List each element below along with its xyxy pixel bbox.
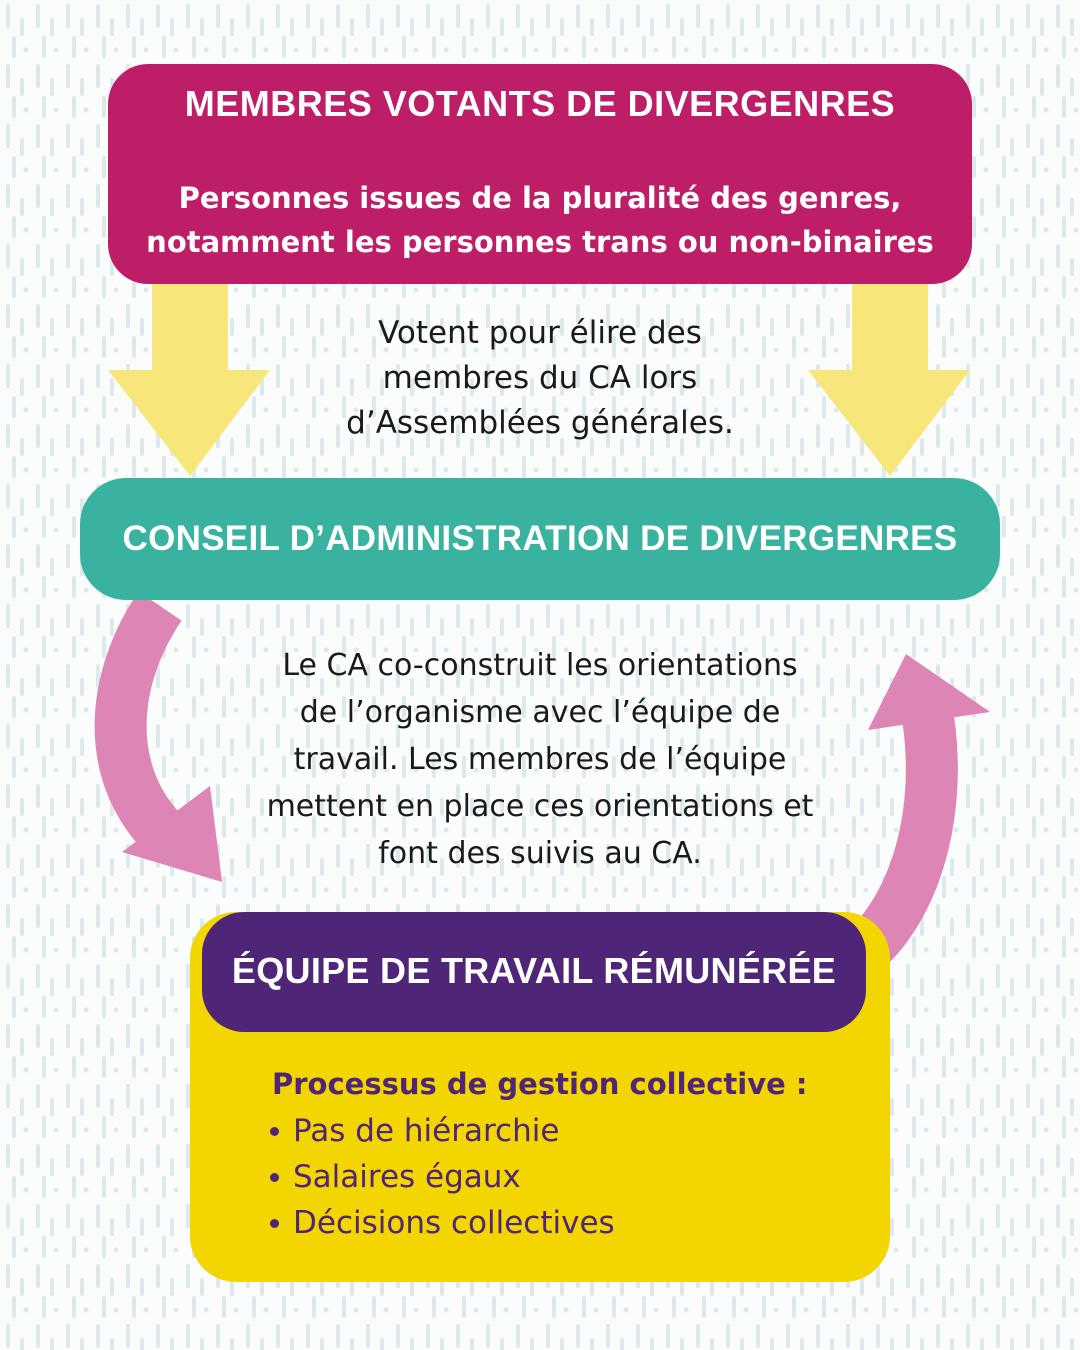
council-title: CONSEIL D’ADMINISTRATION DE DIVERGENRES (122, 519, 958, 558)
collaboration-line: travail. Les membres de l’équipe (293, 742, 787, 777)
process-list (270, 1108, 615, 1246)
members-description (108, 176, 972, 264)
team-box (190, 912, 890, 1282)
bullet-icon (270, 1127, 279, 1136)
list-item-label: Pas de hiérarchie (293, 1113, 560, 1149)
council-box (80, 478, 1000, 600)
pink-curved-arrow-up (865, 700, 932, 950)
list-item-label: Salaires égaux (293, 1159, 521, 1195)
vote-line: Votent pour élire des (378, 315, 702, 351)
members-description-line: notamment les personnes trans ou non-binaires (146, 225, 934, 259)
collaboration-line: font des suivis au CA. (378, 836, 702, 871)
vote-line: d’Assemblées générales. (346, 405, 734, 441)
pink-curved-arrow-down (121, 606, 160, 830)
bullet-icon (270, 1219, 279, 1228)
list-item (270, 1154, 615, 1200)
team-header (202, 912, 866, 1032)
collaboration-line: Le CA co-construit les orientations (282, 648, 798, 683)
list-item-label: Décisions collectives (293, 1205, 615, 1241)
yellow-down-arrow-right (808, 280, 970, 476)
members-title: MEMBRES VOTANTS DE DIVERGENRES (184, 83, 896, 124)
list-item (270, 1200, 615, 1246)
yellow-down-arrow-left (108, 280, 270, 476)
members-description-line: Personnes issues de la pluralité des genres, (178, 181, 902, 215)
members-box (108, 64, 972, 284)
list-item (270, 1108, 615, 1154)
bullet-icon (270, 1173, 279, 1182)
collaboration-description (210, 642, 870, 877)
collaboration-line: de l’organisme avec l’équipe de (299, 695, 781, 730)
vote-line: membres du CA lors (382, 360, 698, 396)
process-heading: Processus de gestion collective : (272, 1067, 808, 1101)
collaboration-line: mettent en place ces orientations et (266, 789, 814, 824)
vote-description (290, 311, 790, 446)
team-title: ÉQUIPE DE TRAVAIL RÉMUNÉRÉE (231, 950, 837, 991)
pink-curved-arrow-up-head (868, 654, 990, 730)
